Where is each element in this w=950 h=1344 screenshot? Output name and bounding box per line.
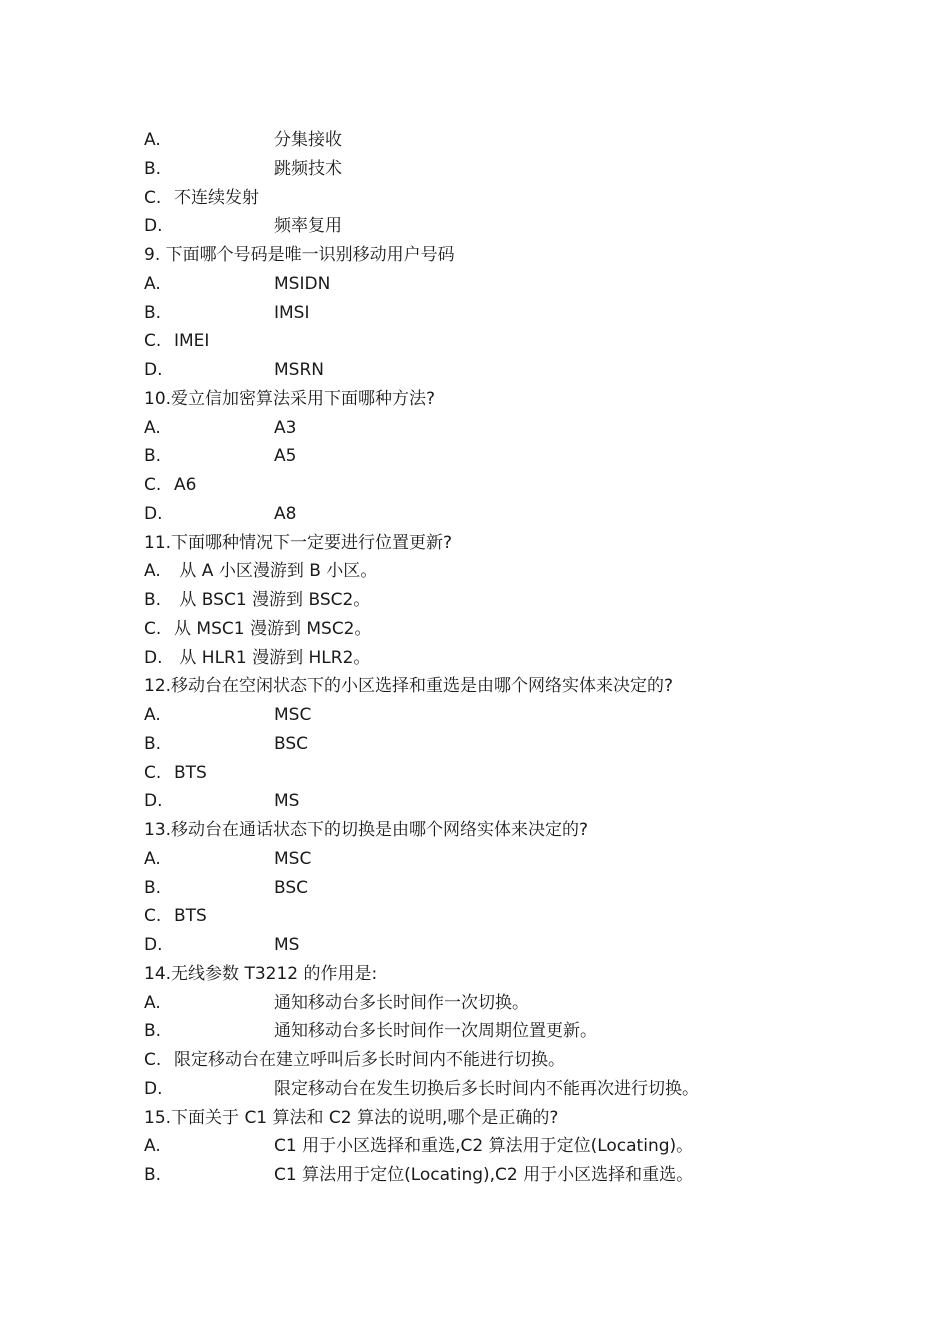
option-label: A. (144, 561, 161, 582)
question-line (144, 529, 904, 558)
option-text: BSC (274, 733, 309, 754)
option-line (144, 155, 904, 184)
option-text: MSC (274, 848, 312, 869)
option-text: 从 HLR1 漫游到 HLR2。 (174, 647, 371, 668)
option-label: B. (144, 877, 162, 898)
question-text: 10.爱立信加密算法采用下面哪种方法? (144, 388, 436, 409)
option-label: C. (144, 475, 162, 495)
question-text: 12.移动台在空闲状态下的小区选择和重选是由哪个网络实体来决定的? (144, 676, 674, 697)
option-line (144, 874, 904, 903)
question-line (144, 672, 904, 701)
option-line (144, 701, 904, 730)
option-text: 通知移动台多长时间作一次周期位置更新。 (274, 1021, 597, 1042)
option-label: B. (144, 446, 162, 467)
option-line (144, 1075, 904, 1104)
option-label: D. (144, 216, 163, 237)
option-label: C. (144, 187, 162, 208)
option-label: D. (144, 503, 163, 524)
option-label: B. (144, 1021, 162, 1042)
option-text: BSC (274, 877, 309, 898)
document-page (144, 126, 904, 1190)
question-text: 9. 下面哪个号码是唯一识别移动用户号码 (144, 245, 455, 265)
option-text: 限定移动台在发生切换后多长时间内不能再次进行切换。 (274, 1078, 699, 1099)
question-text: 13.移动台在通话状态下的切换是由哪个网络实体来决定的? (144, 820, 589, 840)
option-label: A. (144, 1136, 161, 1157)
option-text: 限定移动台在建立呼叫后多长时间内不能进行切换。 (174, 1050, 565, 1070)
option-line (144, 586, 904, 615)
option-text: 跳频技术 (274, 158, 342, 179)
option-label: A. (144, 705, 161, 725)
option-line (144, 644, 904, 673)
option-line (144, 1017, 904, 1046)
option-label: D. (144, 791, 163, 812)
option-text: IMSI (274, 302, 310, 323)
option-label: C. (144, 331, 162, 352)
option-label: B. (144, 1165, 162, 1185)
option-text: 从 A 小区漫游到 B 小区。 (174, 561, 378, 582)
option-line (144, 299, 904, 328)
option-text: IMEI (174, 331, 210, 352)
option-text: A5 (274, 446, 297, 467)
option-line (144, 184, 904, 213)
option-line (144, 270, 904, 299)
option-text: MSRN (274, 360, 324, 380)
option-label: A. (144, 273, 161, 294)
option-line (144, 442, 904, 471)
option-line (144, 730, 904, 759)
option-line (144, 845, 904, 874)
question-line (144, 385, 904, 414)
question-line (144, 1104, 904, 1133)
option-text: MSIDN (274, 273, 331, 294)
option-text: A3 (274, 417, 297, 438)
option-label: C. (144, 906, 162, 927)
option-line (144, 902, 904, 931)
option-line (144, 1132, 904, 1161)
option-text: MS (274, 935, 300, 955)
option-line (144, 414, 904, 443)
option-text: BTS (174, 906, 207, 927)
option-text: 通知移动台多长时间作一次切换。 (274, 992, 529, 1013)
option-label: B. (144, 158, 162, 179)
option-line (144, 615, 904, 644)
option-label: C. (144, 1050, 162, 1070)
option-label: D. (144, 1078, 163, 1099)
option-line (144, 212, 904, 241)
option-label: A. (144, 130, 161, 150)
option-text: BTS (174, 762, 207, 783)
option-label: A. (144, 417, 161, 438)
option-line (144, 500, 904, 529)
option-label: B. (144, 733, 162, 754)
option-line (144, 1046, 904, 1075)
option-line (144, 1161, 904, 1190)
option-text: 频率复用 (274, 216, 342, 237)
option-label: C. (144, 618, 162, 639)
option-label: B. (144, 302, 162, 323)
option-text: MS (274, 791, 300, 812)
question-line (144, 816, 904, 845)
option-line (144, 989, 904, 1018)
option-label: A. (144, 848, 161, 869)
question-text: 11.下面哪种情况下一定要进行位置更新? (144, 532, 453, 553)
question-line (144, 241, 904, 270)
option-line (144, 126, 904, 155)
option-text: A6 (174, 475, 197, 495)
option-label: D. (144, 360, 163, 380)
option-line (144, 787, 904, 816)
option-label: D. (144, 647, 163, 668)
option-label: D. (144, 935, 163, 955)
option-line (144, 327, 904, 356)
option-text: A8 (274, 503, 297, 524)
question-line (144, 960, 904, 989)
option-label: A. (144, 992, 161, 1013)
option-line (144, 471, 904, 500)
option-text: C1 用于小区选择和重选,C2 算法用于定位(Locating)。 (274, 1136, 694, 1157)
option-line (144, 356, 904, 385)
question-text: 14.无线参数 T3212 的作用是: (144, 963, 378, 984)
question-text: 15.下面关于 C1 算法和 C2 算法的说明,哪个是正确的? (144, 1107, 559, 1128)
option-text: 分集接收 (274, 130, 342, 150)
option-label: C. (144, 762, 162, 783)
option-text: 从 BSC1 漫游到 BSC2。 (174, 590, 371, 610)
option-text: C1 算法用于定位(Locating),C2 用于小区选择和重选。 (274, 1165, 694, 1185)
option-text: 从 MSC1 漫游到 MSC2。 (174, 618, 372, 639)
option-line (144, 931, 904, 960)
option-line (144, 557, 904, 586)
option-label: B. (144, 590, 162, 610)
option-text: MSC (274, 705, 312, 725)
option-line (144, 759, 904, 788)
option-text: 不连续发射 (174, 187, 259, 208)
